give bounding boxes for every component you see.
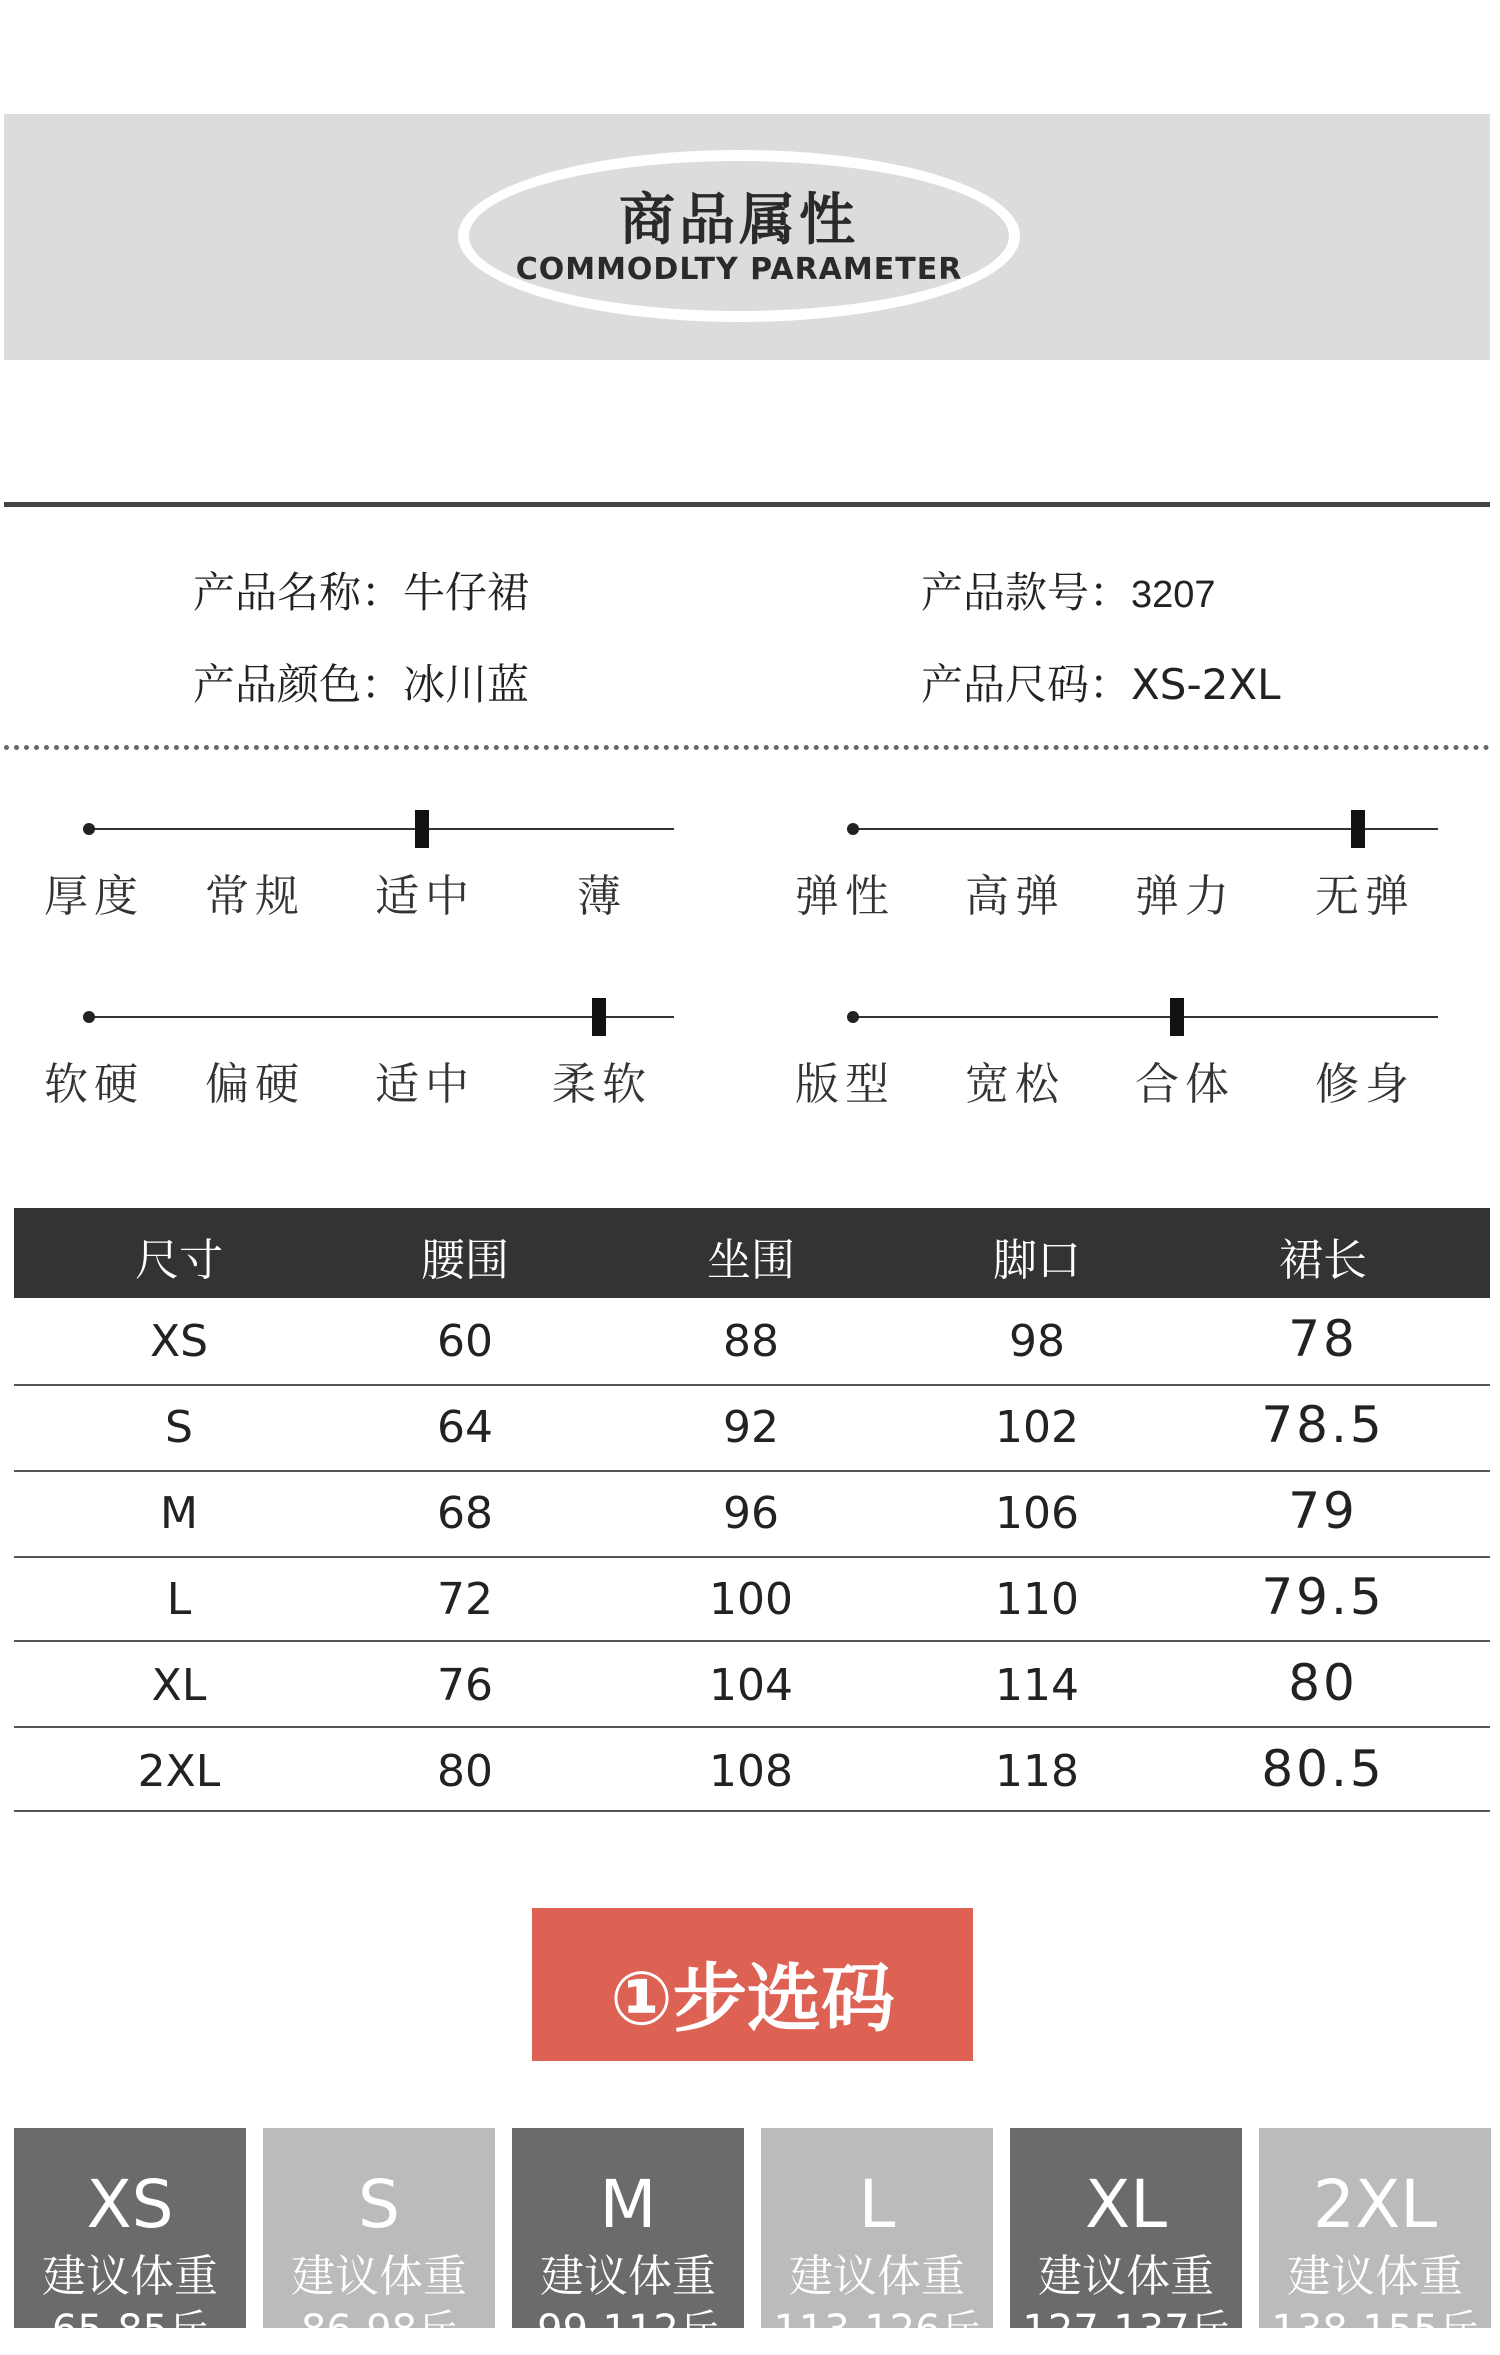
divider bbox=[4, 502, 1490, 507]
elasticity-label: 弹性 bbox=[795, 871, 895, 922]
table-cell: 78.5 bbox=[1261, 1396, 1385, 1454]
table-cell: S bbox=[165, 1402, 193, 1453]
table-cell: 64 bbox=[437, 1402, 493, 1453]
table-row-divider bbox=[14, 1810, 1490, 1812]
product-size-label: 产品尺码： bbox=[921, 660, 1132, 709]
fit-marker bbox=[1170, 998, 1184, 1036]
size-card-weight: 138-155斤 bbox=[1271, 2307, 1479, 2353]
table-cell: XL bbox=[151, 1660, 207, 1711]
size-card-rec: 建议体重 bbox=[42, 2251, 218, 2302]
product-size-value: XS-2XL bbox=[1131, 660, 1281, 709]
size-card-m[interactable] bbox=[512, 2128, 744, 2353]
elasticity-track-start bbox=[847, 823, 859, 835]
table-cell: 100 bbox=[709, 1574, 793, 1625]
thickness-marker bbox=[415, 810, 429, 848]
softness-label: 软硬 bbox=[44, 1059, 144, 1110]
table-cell: 88 bbox=[723, 1316, 779, 1367]
table-cell: 68 bbox=[437, 1488, 493, 1539]
product-model bbox=[921, 560, 1216, 620]
thickness-track-start bbox=[83, 823, 95, 835]
product-color-label: 产品颜色： bbox=[193, 660, 404, 709]
elasticity-marker bbox=[1351, 810, 1365, 848]
table-row-divider bbox=[14, 1726, 1490, 1728]
size-card-weight: 127-137斤 bbox=[1022, 2307, 1230, 2353]
softness-track bbox=[88, 1016, 674, 1018]
size-card-rec: 建议体重 bbox=[291, 2251, 467, 2302]
table-row-divider bbox=[14, 1470, 1490, 1472]
product-model-label: 产品款号： bbox=[921, 568, 1132, 617]
softness-option: 适中 bbox=[375, 1059, 475, 1110]
softness-marker bbox=[592, 998, 606, 1036]
thickness-option: 常规 bbox=[205, 871, 305, 922]
banner-subtitle: COMMODLTY PARAMETER bbox=[515, 252, 963, 287]
thickness-option: 薄 bbox=[577, 871, 627, 922]
product-size-range bbox=[921, 652, 1281, 712]
thickness-track bbox=[88, 828, 674, 830]
softness-track-start bbox=[83, 1011, 95, 1023]
table-cell: 2XL bbox=[137, 1746, 221, 1797]
fit-label: 版型 bbox=[795, 1059, 895, 1110]
table-cell: 60 bbox=[437, 1316, 493, 1367]
table-header-cell: 尺寸 bbox=[135, 1235, 223, 1286]
fit-option: 合体 bbox=[1135, 1059, 1235, 1110]
table-cell: 80 bbox=[1288, 1654, 1358, 1712]
size-card-rec: 建议体重 bbox=[1287, 2251, 1463, 2302]
fit-option: 宽松 bbox=[965, 1059, 1065, 1110]
table-cell: 118 bbox=[995, 1746, 1079, 1797]
table-row-divider bbox=[14, 1384, 1490, 1386]
thickness-label: 厚度 bbox=[44, 871, 144, 922]
table-row-divider bbox=[14, 1640, 1490, 1642]
thickness-option: 适中 bbox=[375, 871, 475, 922]
product-color-value: 冰川蓝 bbox=[403, 660, 530, 709]
size-card-size: L bbox=[858, 2166, 896, 2243]
table-cell: 98 bbox=[1009, 1316, 1065, 1367]
table-cell: 102 bbox=[995, 1402, 1079, 1453]
product-color bbox=[193, 652, 529, 712]
size-card-xs[interactable] bbox=[14, 2128, 246, 2353]
table-row-divider bbox=[14, 1556, 1490, 1558]
size-card-weight: 113-126斤 bbox=[773, 2307, 981, 2353]
size-card-size: XL bbox=[1085, 2166, 1167, 2243]
size-card-size: M bbox=[599, 2166, 657, 2243]
table-cell: 79 bbox=[1288, 1482, 1358, 1540]
table-cell: 96 bbox=[723, 1488, 779, 1539]
table-header-cell: 裙长 bbox=[1279, 1235, 1367, 1286]
table-cell: L bbox=[166, 1574, 192, 1625]
table-cell: 80 bbox=[437, 1746, 493, 1797]
product-name-label: 产品名称： bbox=[193, 568, 404, 617]
size-card-2xl[interactable] bbox=[1259, 2128, 1491, 2353]
elasticity-option: 无弹 bbox=[1315, 871, 1415, 922]
fit-track bbox=[852, 1016, 1438, 1018]
size-card-weight: 99-112斤 bbox=[537, 2307, 719, 2353]
size-card-rec: 建议体重 bbox=[789, 2251, 965, 2302]
table-cell: 114 bbox=[995, 1660, 1079, 1711]
size-card-rec: 建议体重 bbox=[1038, 2251, 1214, 2302]
size-card-l[interactable] bbox=[761, 2128, 993, 2353]
table-header-cell: 脚口 bbox=[993, 1235, 1081, 1286]
banner-title: 商品属性 bbox=[619, 188, 859, 253]
table-cell: M bbox=[160, 1488, 198, 1539]
fit-track-start bbox=[847, 1011, 859, 1023]
table-cell: 108 bbox=[709, 1746, 793, 1797]
size-card-s[interactable] bbox=[263, 2128, 495, 2353]
size-card-size: 2XL bbox=[1313, 2166, 1437, 2243]
dotted-divider bbox=[4, 745, 1490, 750]
product-model-value: 3207 bbox=[1131, 574, 1216, 616]
table-cell: 104 bbox=[709, 1660, 793, 1711]
size-card-size: S bbox=[358, 2166, 400, 2243]
size-card-size: XS bbox=[86, 2166, 174, 2243]
table-cell: 78 bbox=[1288, 1310, 1358, 1368]
table-cell: XS bbox=[149, 1316, 209, 1367]
size-card-weight: 86-98斤 bbox=[300, 2307, 458, 2353]
table-cell: 106 bbox=[995, 1488, 1079, 1539]
size-card-xl[interactable] bbox=[1010, 2128, 1242, 2353]
table-cell: 79.5 bbox=[1261, 1568, 1385, 1626]
softness-option: 偏硬 bbox=[205, 1059, 305, 1110]
table-header-cell: 腰围 bbox=[421, 1235, 509, 1286]
table-cell: 80.5 bbox=[1261, 1740, 1385, 1798]
elasticity-option: 弹力 bbox=[1135, 871, 1235, 922]
elasticity-option: 高弹 bbox=[965, 871, 1065, 922]
step-select-size-label: ①步选码 bbox=[610, 1956, 895, 2042]
table-cell: 76 bbox=[437, 1660, 493, 1711]
table-cell: 92 bbox=[723, 1402, 779, 1453]
size-card-weight: 65-85斤 bbox=[51, 2307, 209, 2353]
fit-option: 修身 bbox=[1315, 1059, 1415, 1110]
table-header-cell: 坐围 bbox=[707, 1235, 795, 1286]
product-name-value: 牛仔裙 bbox=[403, 568, 530, 617]
size-card-rec: 建议体重 bbox=[540, 2251, 716, 2302]
softness-option: 柔软 bbox=[552, 1059, 652, 1110]
table-cell: 72 bbox=[437, 1574, 493, 1625]
table-cell: 110 bbox=[995, 1574, 1079, 1625]
product-name bbox=[193, 560, 529, 620]
